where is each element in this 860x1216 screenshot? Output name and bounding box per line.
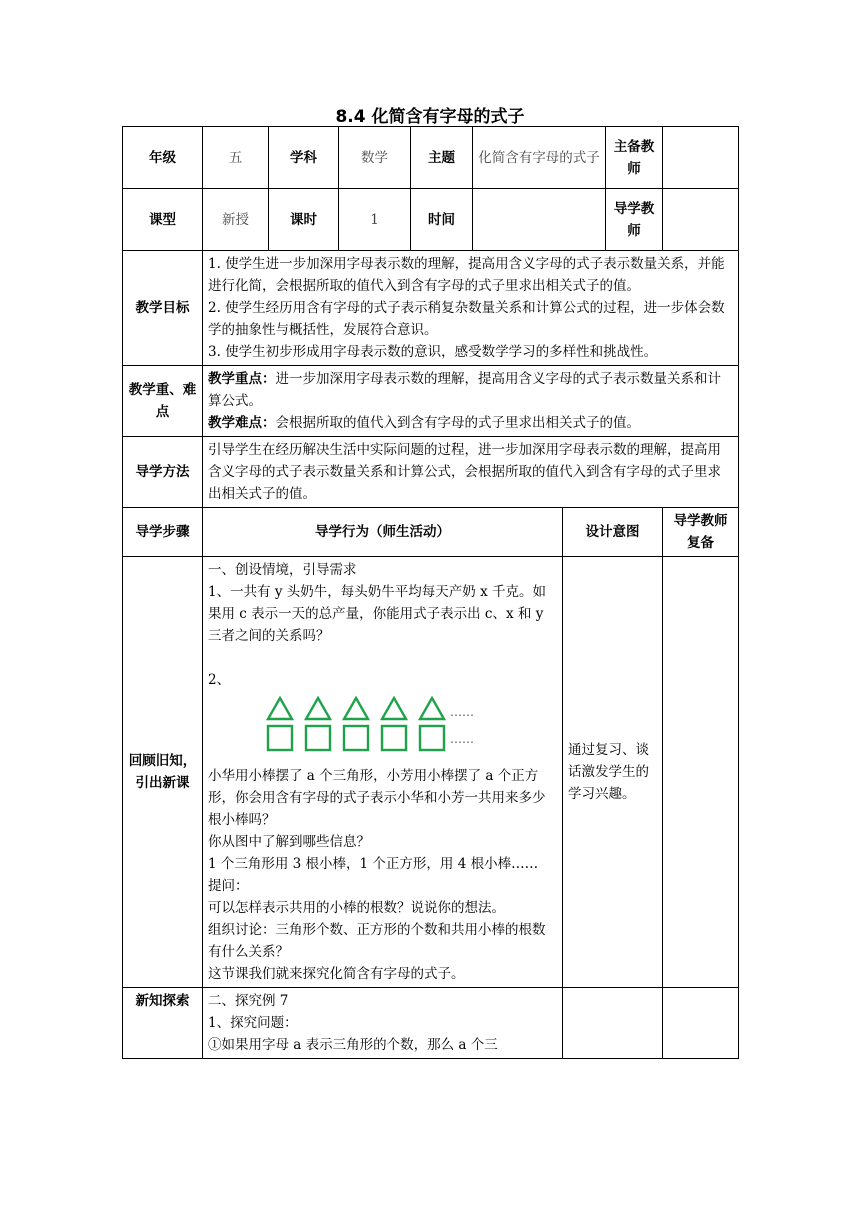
goals-row <box>123 251 739 366</box>
key-points-label: 教学重、难点 <box>123 366 203 437</box>
triangle-shape <box>420 698 444 719</box>
review-intent: 通过复习、谈话激发学生的学习兴趣。 <box>563 557 663 988</box>
dots-row-1: …… <box>450 705 474 719</box>
review-teacher-notes <box>663 557 739 988</box>
review-content <box>203 557 563 988</box>
review-line: 2、 <box>208 672 231 688</box>
sticks-figure <box>208 691 557 765</box>
steps-header-row <box>123 508 739 557</box>
review-line: 可以怎样表示共用的小棒的根数？说说你的想法。 <box>208 900 505 916</box>
guide-teacher-label: 导学教师 <box>606 189 663 251</box>
review-line: 提问： <box>208 878 249 894</box>
triangle-shape <box>382 698 406 719</box>
square-shape <box>306 726 330 750</box>
goal-item: 1. 使学生进一步加深用字母表示数的理解，提高用含义字母的式子表示数量关系，并能进行化简，会根据所取的值代入到含有字母的式子里求出相关式子的值。 <box>208 256 725 294</box>
review-line <box>208 647 557 669</box>
review-line: 这节课我们就来探究化简含有字母的式子。 <box>208 966 465 982</box>
difficulty-text: 会根据所取的值代入到含有字母的式子里求出相关式子的值。 <box>275 415 640 431</box>
review-row <box>123 557 739 988</box>
key-points-content <box>203 366 739 437</box>
triangles-squares-figure <box>262 695 492 761</box>
subject-label: 学科 <box>269 127 339 189</box>
triangle-shape <box>306 698 330 719</box>
square-shape <box>268 726 292 750</box>
key-points-row <box>123 366 739 437</box>
topic-value: 化简含有字母的式子 <box>473 127 606 189</box>
square-shape <box>382 726 406 750</box>
goal-item: 2. 使学生经历用含有字母的式子表示稍复杂数量关系和计算公式的过程，进一步体会数学的抽象性与概括性，发展符合意识。 <box>208 300 725 338</box>
explore-teacher-notes <box>663 988 739 1059</box>
goal-item: 3. 使学生初步形成用字母表示数的意识，感受数学学习的多样性和挑战性。 <box>208 344 658 360</box>
explore-content <box>203 988 563 1059</box>
hours-value: 1 <box>339 189 411 251</box>
review-line: 一、创设情境，引导需求 <box>208 562 357 578</box>
review-line: 小华用小棒摆了 a 个三角形，小芳用小棒摆了 a 个正方形，你会用含有字母的式子表示小华和小芳一共用来多少根小棒吗？ <box>208 768 546 828</box>
type-label: 课型 <box>123 189 203 251</box>
explore-line: 二、探究例 7 <box>208 993 289 1009</box>
time-label: 时间 <box>411 189 473 251</box>
type-value: 新授 <box>203 189 269 251</box>
grade-value: 五 <box>203 127 269 189</box>
explore-intent <box>563 988 663 1059</box>
method-row <box>123 437 739 508</box>
info-row-2 <box>123 189 739 251</box>
explore-line: ①如果用字母 a 表示三角形的个数，那么 a 个三 <box>208 1037 498 1053</box>
subject-value: 数学 <box>339 127 411 189</box>
triangle-shape <box>344 698 368 719</box>
review-line: 1 个三角形用 3 根小棒，1 个正方形，用 4 根小棒…… <box>208 856 539 872</box>
dots-row-2: …… <box>450 732 474 746</box>
review-line: 你从图中了解到哪些信息？ <box>208 834 370 850</box>
guide-teacher-value <box>663 189 739 251</box>
intent-header: 设计意图 <box>563 508 663 557</box>
goals-content <box>203 251 739 366</box>
explore-line: 1、探究问题： <box>208 1015 298 1031</box>
teacher-header: 导学教师复备 <box>663 508 739 557</box>
explore-row <box>123 988 739 1059</box>
page-title: 8.4 化简含有字母的式子 <box>335 107 525 127</box>
lead-teacher-value <box>663 127 739 189</box>
square-shape <box>344 726 368 750</box>
square-shape <box>420 726 444 750</box>
method-label: 导学方法 <box>123 437 203 508</box>
review-line: 组织讨论：三角形个数、正方形的个数和共用小棒的根数有什么关系？ <box>208 922 546 960</box>
time-value <box>473 189 606 251</box>
focus-label: 教学重点： <box>208 371 276 387</box>
lesson-plan-table <box>122 126 739 1059</box>
explore-label: 新知探索 <box>123 988 203 1059</box>
goals-label: 教学目标 <box>123 251 203 366</box>
lead-teacher-label: 主备教师 <box>606 127 663 189</box>
difficulty-label: 教学难点： <box>208 415 276 431</box>
info-row-1 <box>123 127 739 189</box>
hours-label: 课时 <box>269 189 339 251</box>
review-line: 1、一共有 y 头奶牛，每头奶牛平均每天产奶 x 千克。如果用 c 表示一天的总产量，你能用式子表示出 c、x 和 y 三者之间的关系吗？ <box>208 584 546 644</box>
topic-label: 主题 <box>411 127 473 189</box>
review-label: 回顾旧知，引出新课 <box>123 557 203 988</box>
triangle-shape <box>268 698 292 719</box>
grade-label: 年级 <box>123 127 203 189</box>
activity-header: 导学行为（师生活动） <box>203 508 563 557</box>
focus-text: 进一步加深用字母表示数的理解，提高用含义字母的式子表示数量关系和计算公式。 <box>208 371 721 409</box>
step-header: 导学步骤 <box>123 508 203 557</box>
method-text: 引导学生在经历解决生活中实际问题的过程，进一步加深用字母表示数的理解，提高用含义字母的式子表示数量关系和计算公式，会根据所取的值代入到含有字母的式子里求出相关式子的值。 <box>203 437 739 508</box>
